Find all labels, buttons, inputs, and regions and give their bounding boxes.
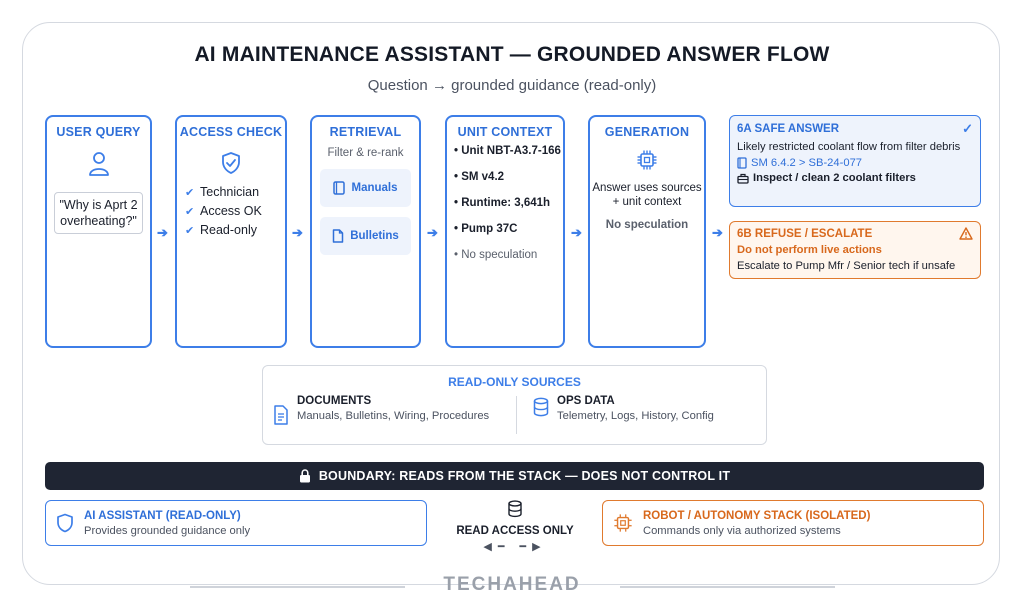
list-item: • SM v4.2 bbox=[454, 171, 505, 183]
access-check-list bbox=[185, 183, 285, 240]
book-icon bbox=[333, 181, 345, 195]
generation-description: Answer uses sources + unit context bbox=[592, 182, 702, 208]
outcome-reference: SM 6.4.2 > SB-24-077 bbox=[751, 157, 863, 169]
bidirectional-arrow-icon: ◀━ ━▶ bbox=[483, 541, 547, 553]
boundary-text: BOUNDARY: READS FROM THE STACK — DOES NOT CONTROL IT bbox=[318, 469, 731, 483]
shield-icon bbox=[56, 513, 74, 533]
stage-unit-context bbox=[445, 115, 565, 348]
sources-title: READ-ONLY SOURCES bbox=[448, 375, 581, 389]
ai-assistant-box bbox=[45, 500, 427, 546]
chip-icon bbox=[613, 513, 633, 533]
lock-icon bbox=[299, 469, 311, 483]
person-icon bbox=[88, 151, 110, 177]
list-item: ✔ Technician bbox=[185, 183, 285, 202]
document-icon bbox=[332, 229, 344, 243]
outcome-warning: Do not perform live actions bbox=[737, 244, 882, 256]
document-icon bbox=[273, 405, 289, 425]
stage-title: ACCESS CHECK bbox=[179, 125, 283, 139]
source-bulletins: Bulletins bbox=[320, 217, 411, 255]
outcome-refuse-escalate bbox=[729, 221, 981, 279]
arrow-right-icon: ➔ bbox=[157, 225, 168, 240]
stage-subtitle: Filter & re-rank bbox=[327, 147, 404, 159]
check-icon: ✔ bbox=[185, 225, 195, 237]
chip-icon bbox=[636, 149, 658, 171]
stage-retrieval bbox=[310, 115, 421, 348]
source-items: Telemetry, Logs, History, Config bbox=[557, 410, 714, 422]
page-subtitle: Question → grounded guidance (read-only) bbox=[367, 77, 657, 94]
stage-title: GENERATION bbox=[604, 125, 690, 139]
robot-stack-desc: Commands only via authorized systems bbox=[643, 524, 841, 537]
source-name: DOCUMENTS bbox=[297, 395, 372, 407]
stage-user-query bbox=[45, 115, 152, 348]
check-icon: ✓ bbox=[962, 121, 973, 136]
arrow-right-icon: ➔ bbox=[712, 225, 723, 240]
ai-assistant-title: AI ASSISTANT (READ-ONLY) bbox=[84, 509, 241, 522]
stage-access-check bbox=[175, 115, 287, 348]
unit-context-list bbox=[454, 144, 563, 262]
arrow-right-icon: ➔ bbox=[571, 225, 582, 240]
outcome-safe-answer bbox=[729, 115, 981, 207]
generation-note: No speculation bbox=[605, 219, 689, 231]
list-item: • Unit NBT-A3.7-166 bbox=[454, 145, 561, 157]
query-text: "Why is Aprt 2 overheating?" bbox=[54, 192, 143, 234]
divider bbox=[516, 396, 517, 434]
shield-check-icon bbox=[220, 151, 242, 175]
robot-stack-box bbox=[602, 500, 984, 546]
list-item: • Runtime: 3,641h bbox=[454, 197, 551, 209]
list-item: ✔ Access OK bbox=[185, 202, 285, 221]
ai-assistant-desc: Provides grounded guidance only bbox=[84, 524, 251, 537]
stage-title: UNIT CONTEXT bbox=[457, 125, 553, 139]
list-item: • Pump 37C bbox=[454, 223, 518, 235]
toolbox-icon bbox=[737, 173, 749, 184]
check-icon: ✔ bbox=[185, 206, 195, 218]
warning-icon bbox=[959, 227, 973, 240]
outcome-text: Escalate to Pump Mfr / Senior tech if unsafe bbox=[737, 260, 956, 272]
stage-title: RETRIEVAL bbox=[329, 125, 402, 139]
database-icon bbox=[507, 500, 523, 518]
stage-generation bbox=[588, 115, 706, 348]
source-documents bbox=[273, 395, 513, 425]
book-icon bbox=[737, 157, 747, 169]
footer-divider bbox=[190, 586, 405, 588]
read-access-indicator bbox=[450, 500, 580, 553]
database-icon bbox=[533, 397, 549, 417]
arrow-right-icon: ➔ bbox=[427, 225, 438, 240]
brand-logo: TECHAHEAD bbox=[443, 574, 581, 595]
outcome-title: 6A SAFE ANSWER bbox=[737, 123, 840, 135]
robot-stack-title: ROBOT / AUTONOMY STACK (ISOLATED) bbox=[643, 509, 871, 522]
source-name: OPS DATA bbox=[557, 395, 615, 407]
source-items: Manuals, Bulletins, Wiring, Procedures bbox=[297, 410, 490, 422]
read-only-sources bbox=[262, 365, 767, 445]
outcome-text: Likely restricted coolant flow from filter debris bbox=[737, 141, 961, 153]
boundary-banner bbox=[45, 462, 984, 490]
source-manuals: Manuals bbox=[320, 169, 411, 207]
check-icon: ✔ bbox=[185, 187, 195, 199]
arrow-right-icon: ➔ bbox=[292, 225, 303, 240]
outcome-title: 6B REFUSE / ESCALATE bbox=[737, 227, 873, 240]
outcome-action: Inspect / clean 2 coolant filters bbox=[753, 172, 916, 184]
list-item: • No speculation bbox=[454, 249, 538, 261]
source-ops-data bbox=[533, 395, 753, 424]
page-title: AI MAINTENANCE ASSISTANT — GROUNDED ANSWER FLOW bbox=[194, 43, 830, 66]
list-item: ✔ Read-only bbox=[185, 221, 285, 240]
read-access-label: READ ACCESS ONLY bbox=[456, 525, 574, 537]
stage-title: USER QUERY bbox=[56, 125, 141, 139]
footer-divider bbox=[620, 586, 835, 588]
